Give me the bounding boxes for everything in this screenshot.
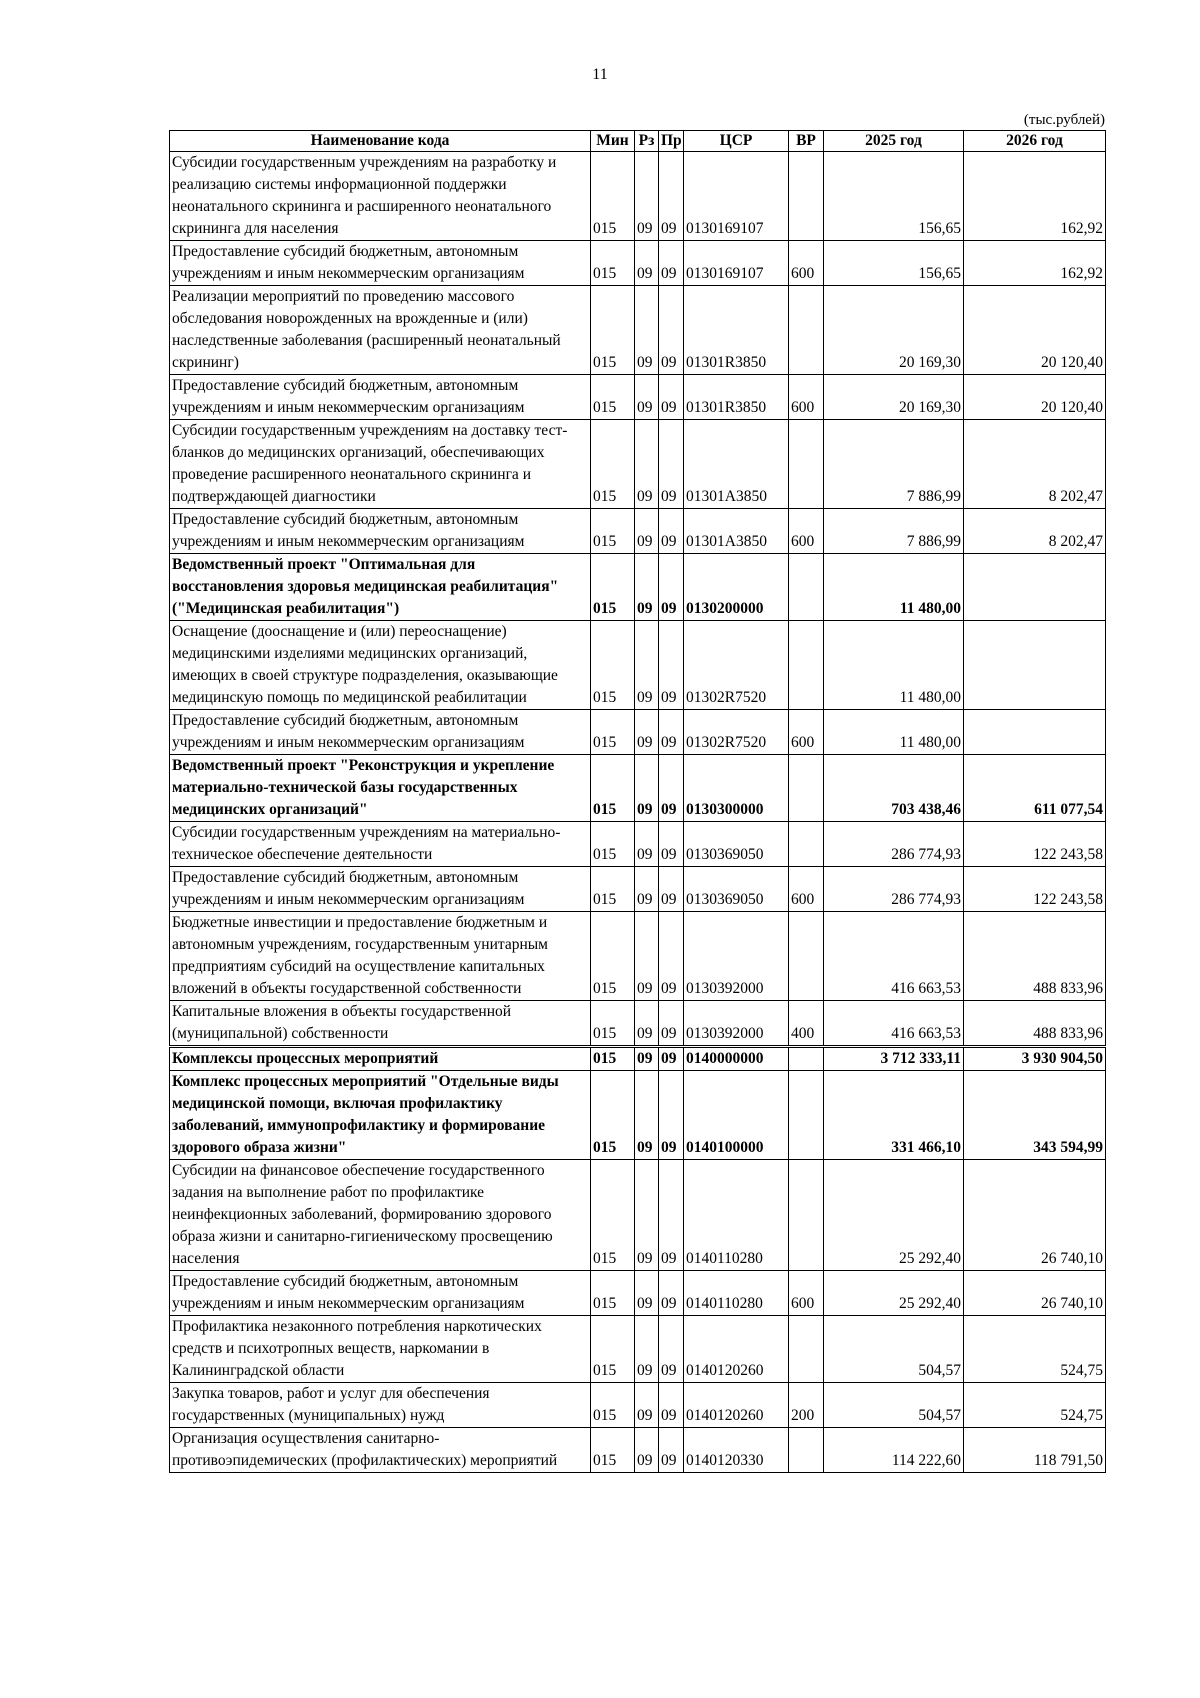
cell-2026: 3 930 904,50 [964, 1047, 1106, 1071]
cell-vr [789, 822, 824, 867]
cell-rz: 09 [635, 1428, 659, 1473]
cell-vr [789, 554, 824, 621]
table-row [170, 554, 1106, 621]
cell-pr: 09 [659, 241, 684, 286]
table-row [170, 822, 1106, 867]
cell-csr: 0130200000 [684, 554, 789, 621]
table-row [170, 1071, 1106, 1160]
cell-2025: 416 663,53 [824, 1001, 964, 1047]
cell-min: 015 [591, 241, 635, 286]
cell-pr: 09 [659, 1271, 684, 1316]
cell-2025: 11 480,00 [824, 554, 964, 621]
cell-name: Ведомственный проект "Оптимальная для восстановления здоровья медицинская реабилитация" ("Медицинская реабилитация") [170, 554, 591, 621]
cell-2025: 20 169,30 [824, 375, 964, 420]
cell-min: 015 [591, 1271, 635, 1316]
cell-rz: 09 [635, 509, 659, 554]
cell-vr [789, 286, 824, 375]
header-min: Мин [591, 131, 635, 152]
cell-2025: 20 169,30 [824, 286, 964, 375]
cell-min: 015 [591, 554, 635, 621]
cell-vr [789, 1316, 824, 1383]
cell-pr: 09 [659, 1428, 684, 1473]
cell-2026 [964, 554, 1106, 621]
cell-2026: 122 243,58 [964, 867, 1106, 912]
cell-csr: 01302R7520 [684, 710, 789, 755]
cell-csr: 0130392000 [684, 912, 789, 1001]
cell-pr: 09 [659, 867, 684, 912]
table-row [170, 621, 1106, 710]
table-row [170, 241, 1106, 286]
cell-pr: 09 [659, 509, 684, 554]
cell-2026 [964, 621, 1106, 710]
cell-csr: 0130392000 [684, 1001, 789, 1047]
cell-2026: 524,75 [964, 1383, 1106, 1428]
table-row [170, 1047, 1106, 1071]
cell-vr: 600 [789, 710, 824, 755]
budget-table [169, 130, 1106, 1473]
cell-name: Предоставление субсидий бюджетным, автономным учреждениям и иным некоммерческим организациям [170, 509, 591, 554]
cell-name: Закупка товаров, работ и услуг для обеспечения государственных (муниципальных) нужд [170, 1383, 591, 1428]
cell-rz: 09 [635, 554, 659, 621]
cell-name: Субсидии государственным учреждениям на материально-техническое обеспечение деятельности [170, 822, 591, 867]
cell-2025: 504,57 [824, 1383, 964, 1428]
cell-2026: 8 202,47 [964, 509, 1106, 554]
cell-2026 [964, 710, 1106, 755]
cell-name: Комплексы процессных мероприятий [170, 1047, 591, 1071]
cell-min: 015 [591, 375, 635, 420]
cell-min: 015 [591, 286, 635, 375]
cell-2026: 162,92 [964, 241, 1106, 286]
cell-min: 015 [591, 822, 635, 867]
cell-pr: 09 [659, 710, 684, 755]
cell-csr: 0140000000 [684, 1047, 789, 1071]
cell-pr: 09 [659, 1071, 684, 1160]
cell-2025: 286 774,93 [824, 822, 964, 867]
table-row [170, 152, 1106, 241]
cell-csr: 0140110280 [684, 1160, 789, 1271]
cell-vr: 600 [789, 509, 824, 554]
cell-rz: 09 [635, 1047, 659, 1071]
cell-vr [789, 1160, 824, 1271]
cell-pr: 09 [659, 1001, 684, 1047]
cell-name: Субсидии государственным учреждениям на разработку и реализацию системы информационной поддержки неонатального скрининга и расширенного неонатального скрининга для населения [170, 152, 591, 241]
cell-vr: 600 [789, 241, 824, 286]
cell-min: 015 [591, 1316, 635, 1383]
cell-name: Профилактика незаконного потребления наркотических средств и психотропных веществ, наркомании в Калининградской области [170, 1316, 591, 1383]
cell-pr: 09 [659, 420, 684, 509]
cell-rz: 09 [635, 1001, 659, 1047]
cell-min: 015 [591, 152, 635, 241]
cell-pr: 09 [659, 822, 684, 867]
cell-min: 015 [591, 1071, 635, 1160]
cell-rz: 09 [635, 621, 659, 710]
cell-min: 015 [591, 1383, 635, 1428]
cell-min: 015 [591, 420, 635, 509]
table-body [170, 152, 1106, 1473]
cell-name: Предоставление субсидий бюджетным, автономным учреждениям и иным некоммерческим организациям [170, 867, 591, 912]
cell-rz: 09 [635, 152, 659, 241]
cell-2025: 156,65 [824, 152, 964, 241]
cell-csr: 0140120330 [684, 1428, 789, 1473]
cell-2025: 7 886,99 [824, 509, 964, 554]
cell-min: 015 [591, 867, 635, 912]
cell-2025: 25 292,40 [824, 1160, 964, 1271]
cell-name: Комплекс процессных мероприятий "Отдельные виды медицинской помощи, включая профилактику заболеваний, иммунопрофилактику и формирование здорового образа жизни" [170, 1071, 591, 1160]
header-row [170, 131, 1106, 152]
cell-csr: 0130369050 [684, 867, 789, 912]
cell-min: 015 [591, 509, 635, 554]
table-row [170, 1271, 1106, 1316]
header-vr: ВР [789, 131, 824, 152]
cell-name: Реализации мероприятий по проведению массового обследования новорожденных на врожденные и (или) наследственные заболевания (расширенный неонатальный скрининг) [170, 286, 591, 375]
cell-2025: 7 886,99 [824, 420, 964, 509]
cell-csr: 01301A3850 [684, 420, 789, 509]
cell-csr: 01301R3850 [684, 375, 789, 420]
header-2026: 2026 год [964, 131, 1106, 152]
cell-rz: 09 [635, 286, 659, 375]
cell-csr: 0140100000 [684, 1071, 789, 1160]
cell-rz: 09 [635, 912, 659, 1001]
cell-name: Ведомственный проект "Реконструкция и укрепление материально-технической базы государственных медицинских организаций" [170, 755, 591, 822]
table-row [170, 1383, 1106, 1428]
cell-name: Капитальные вложения в объекты государственной (муниципальной) собственности [170, 1001, 591, 1047]
cell-rz: 09 [635, 710, 659, 755]
cell-2026: 343 594,99 [964, 1071, 1106, 1160]
cell-rz: 09 [635, 1071, 659, 1160]
cell-pr: 09 [659, 1316, 684, 1383]
cell-pr: 09 [659, 755, 684, 822]
cell-2025: 331 466,10 [824, 1071, 964, 1160]
cell-name: Предоставление субсидий бюджетным, автономным учреждениям и иным некоммерческим организациям [170, 375, 591, 420]
cell-min: 015 [591, 755, 635, 822]
cell-vr: 600 [789, 375, 824, 420]
table-row [170, 286, 1106, 375]
cell-pr: 09 [659, 554, 684, 621]
cell-vr [789, 1428, 824, 1473]
cell-rz: 09 [635, 1160, 659, 1271]
cell-rz: 09 [635, 755, 659, 822]
cell-min: 015 [591, 1160, 635, 1271]
table-row [170, 420, 1106, 509]
cell-rz: 09 [635, 420, 659, 509]
cell-csr: 0140120260 [684, 1383, 789, 1428]
cell-csr: 01301A3850 [684, 509, 789, 554]
cell-rz: 09 [635, 867, 659, 912]
cell-name: Субсидии государственным учреждениям на доставку тест-бланков до медицинских организаций, обеспечивающих проведение расширенного неонатального скрининга и подтверждающей диагностики [170, 420, 591, 509]
cell-2025: 25 292,40 [824, 1271, 964, 1316]
header-csr: ЦСР [684, 131, 789, 152]
cell-vr [789, 420, 824, 509]
cell-2026: 162,92 [964, 152, 1106, 241]
cell-csr: 0140110280 [684, 1271, 789, 1316]
cell-vr [789, 152, 824, 241]
cell-min: 015 [591, 710, 635, 755]
cell-min: 015 [591, 1001, 635, 1047]
cell-name: Предоставление субсидий бюджетным, автономным учреждениям и иным некоммерческим организациям [170, 241, 591, 286]
cell-csr: 0130169107 [684, 152, 789, 241]
cell-2025: 156,65 [824, 241, 964, 286]
cell-2026: 122 243,58 [964, 822, 1106, 867]
units-note: (тыс.рублей) [1023, 112, 1105, 128]
cell-name: Организация осуществления санитарно-противоэпидемических (профилактических) мероприятий [170, 1428, 591, 1473]
cell-2025: 3 712 333,11 [824, 1047, 964, 1071]
table-row [170, 755, 1106, 822]
cell-rz: 09 [635, 1383, 659, 1428]
cell-vr: 400 [789, 1001, 824, 1047]
page-number: 11 [592, 66, 608, 83]
cell-name: Предоставление субсидий бюджетным, автономным учреждениям и иным некоммерческим организациям [170, 1271, 591, 1316]
cell-2026: 488 833,96 [964, 1001, 1106, 1047]
cell-2025: 11 480,00 [824, 710, 964, 755]
cell-csr: 0140120260 [684, 1316, 789, 1383]
cell-rz: 09 [635, 375, 659, 420]
cell-2026: 20 120,40 [964, 375, 1106, 420]
table-row [170, 710, 1106, 755]
cell-pr: 09 [659, 1160, 684, 1271]
cell-vr [789, 912, 824, 1001]
cell-vr [789, 621, 824, 710]
cell-2026: 8 202,47 [964, 420, 1106, 509]
table-row [170, 1001, 1106, 1047]
table-row [170, 1316, 1106, 1383]
header-pr: Пр [659, 131, 684, 152]
cell-csr: 0130369050 [684, 822, 789, 867]
cell-vr: 200 [789, 1383, 824, 1428]
cell-2026: 488 833,96 [964, 912, 1106, 1001]
cell-2026: 524,75 [964, 1316, 1106, 1383]
cell-pr: 09 [659, 621, 684, 710]
cell-2025: 114 222,60 [824, 1428, 964, 1473]
cell-rz: 09 [635, 1316, 659, 1383]
header-name: Наименование кода [170, 131, 591, 152]
cell-pr: 09 [659, 286, 684, 375]
header-2025: 2025 год [824, 131, 964, 152]
cell-min: 015 [591, 621, 635, 710]
cell-rz: 09 [635, 241, 659, 286]
cell-pr: 09 [659, 1383, 684, 1428]
cell-2025: 504,57 [824, 1316, 964, 1383]
cell-vr [789, 755, 824, 822]
cell-name: Бюджетные инвестиции и предоставление бюджетным и автономным учреждениям, государственным унитарным предприятиям субсидий на осуществление капитальных вложений в объекты государственной собственности [170, 912, 591, 1001]
cell-2026: 26 740,10 [964, 1271, 1106, 1316]
cell-vr [789, 1071, 824, 1160]
cell-name: Предоставление субсидий бюджетным, автономным учреждениям и иным некоммерческим организациям [170, 710, 591, 755]
header-rz: Рз [635, 131, 659, 152]
cell-vr [789, 1047, 824, 1071]
cell-pr: 09 [659, 375, 684, 420]
cell-2026: 611 077,54 [964, 755, 1106, 822]
cell-csr: 01301R3850 [684, 286, 789, 375]
cell-rz: 09 [635, 1271, 659, 1316]
table-row [170, 509, 1106, 554]
cell-2026: 26 740,10 [964, 1160, 1106, 1271]
cell-vr: 600 [789, 867, 824, 912]
cell-min: 015 [591, 1047, 635, 1071]
table-row [170, 375, 1106, 420]
cell-min: 015 [591, 912, 635, 1001]
cell-name: Субсидии на финансовое обеспечение государственного задания на выполнение работ по профилактике неинфекционных заболеваний, формированию здорового образа жизни и санитарно-гигиеническому просвещению населения [170, 1160, 591, 1271]
cell-2025: 703 438,46 [824, 755, 964, 822]
cell-2025: 416 663,53 [824, 912, 964, 1001]
cell-pr: 09 [659, 152, 684, 241]
table-row [170, 1160, 1106, 1271]
cell-csr: 01302R7520 [684, 621, 789, 710]
cell-pr: 09 [659, 1047, 684, 1071]
cell-2025: 286 774,93 [824, 867, 964, 912]
cell-csr: 0130300000 [684, 755, 789, 822]
cell-name: Оснащение (дооснащение и (или) переоснащение) медицинскими изделиями медицинских организаций, имеющих в своей структуре подразделения, оказывающие медицинскую помощь по медицинской реабилитации [170, 621, 591, 710]
cell-2025: 11 480,00 [824, 621, 964, 710]
cell-2026: 20 120,40 [964, 286, 1106, 375]
cell-pr: 09 [659, 912, 684, 1001]
cell-min: 015 [591, 1428, 635, 1473]
cell-vr: 600 [789, 1271, 824, 1316]
table-row [170, 1428, 1106, 1473]
table-row [170, 867, 1106, 912]
cell-csr: 0130169107 [684, 241, 789, 286]
cell-2026: 118 791,50 [964, 1428, 1106, 1473]
table-row [170, 912, 1106, 1001]
cell-rz: 09 [635, 822, 659, 867]
